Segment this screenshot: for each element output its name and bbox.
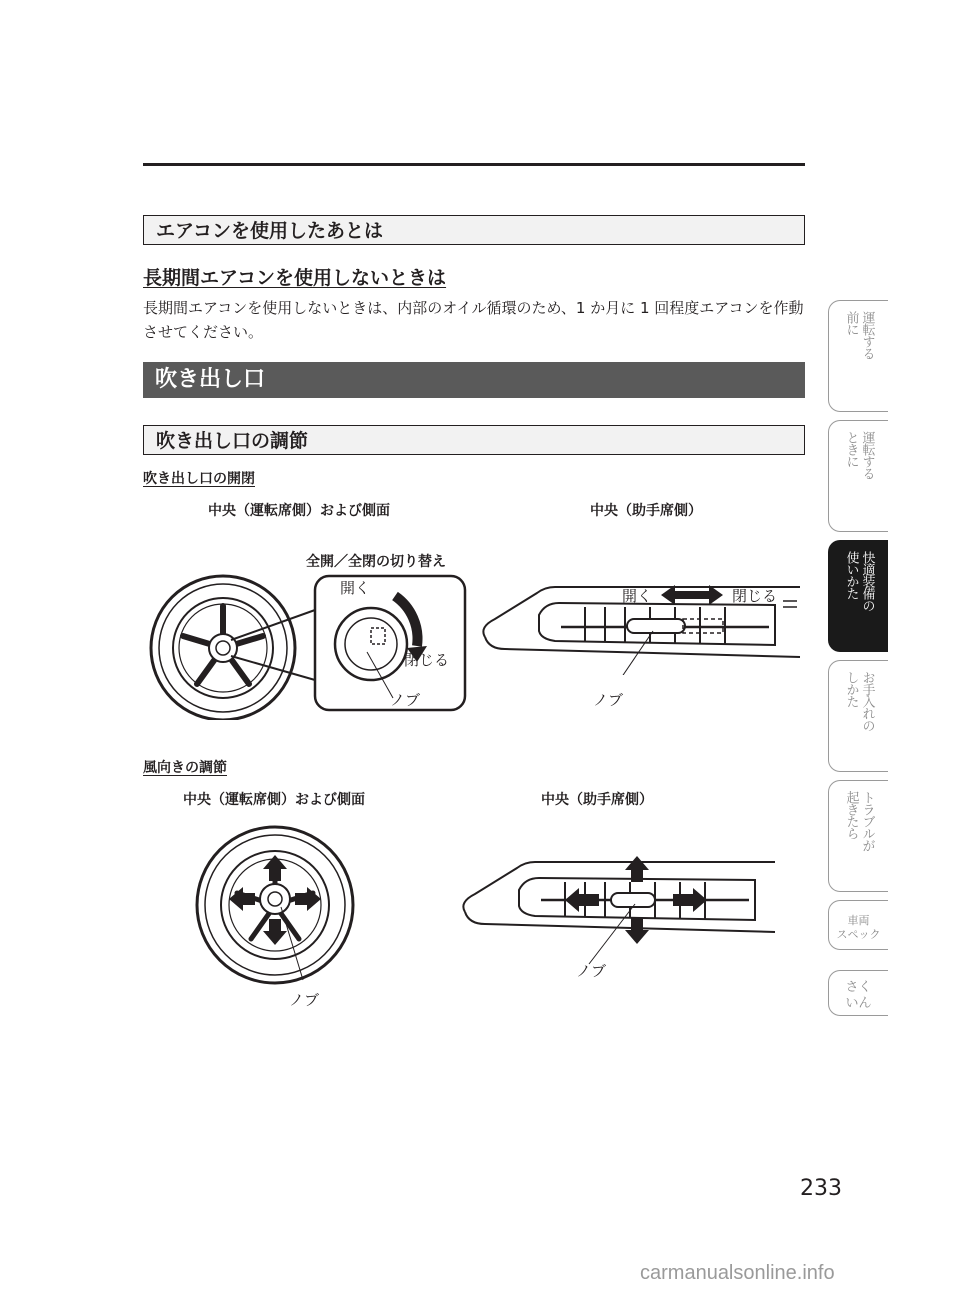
side-tab-specs[interactable]: 車両 スペック bbox=[828, 900, 888, 950]
side-tab-while-driving[interactable]: 運転する ときに bbox=[828, 420, 888, 532]
fig2-knob-label: ノブ bbox=[593, 691, 624, 709]
fig2-close-label: 閉じる bbox=[732, 587, 778, 605]
round-vent-open-close-illustration bbox=[145, 570, 475, 720]
fig4-knob-label: ノブ bbox=[576, 962, 607, 980]
round-vent-direction-illustration bbox=[195, 825, 360, 990]
direction-right-caption: 中央（助手席側） bbox=[541, 792, 653, 808]
open-close-heading: 吹き出し口の開閉 bbox=[143, 471, 255, 487]
open-close-left-caption: 中央（運転席側）および側面 bbox=[208, 503, 390, 519]
page-number: 233 bbox=[800, 1176, 842, 1201]
long-term-body: 長期間エアコンを使用しないときは、内部のオイル循環のため、1 か月に 1 回程度エアコンを作動させてください。 bbox=[143, 299, 804, 341]
direction-heading: 風向きの調節 bbox=[143, 760, 227, 776]
section-box-heading: エアコンを使用したあとは bbox=[143, 215, 805, 245]
fig3-knob-label: ノブ bbox=[289, 991, 320, 1009]
long-term-heading: 長期間エアコンを使用しないときは bbox=[143, 267, 447, 289]
adjust-box-heading: 吹き出し口の調節 bbox=[143, 425, 805, 455]
side-tab-maintenance[interactable]: お手入れの しかた bbox=[828, 660, 888, 772]
fig2-open-label: 開く bbox=[622, 587, 653, 605]
direction-left-caption: 中央（運転席側）および側面 bbox=[183, 792, 365, 808]
fig1-open-label: 開く bbox=[340, 579, 371, 597]
toggle-label: 全開／全閉の切り替え bbox=[306, 554, 446, 570]
watermark: carmanualsonline.info bbox=[640, 1262, 835, 1284]
chapter-band: 吹き出し口 bbox=[143, 362, 805, 398]
fig1-close-label: 閉じる bbox=[404, 651, 450, 669]
top-rule bbox=[143, 163, 805, 166]
side-tab-comfort-features[interactable]: 快適装備の 使いかた bbox=[828, 540, 888, 652]
side-tab-troubles[interactable]: トラブルが 起きたら bbox=[828, 780, 888, 892]
open-close-right-caption: 中央（助手席側） bbox=[590, 503, 702, 519]
side-tab-before-driving[interactable]: 運転する 前に bbox=[828, 300, 888, 412]
fig1-knob-label: ノブ bbox=[390, 691, 421, 709]
side-tab-index[interactable]: さく いん bbox=[828, 970, 888, 1016]
